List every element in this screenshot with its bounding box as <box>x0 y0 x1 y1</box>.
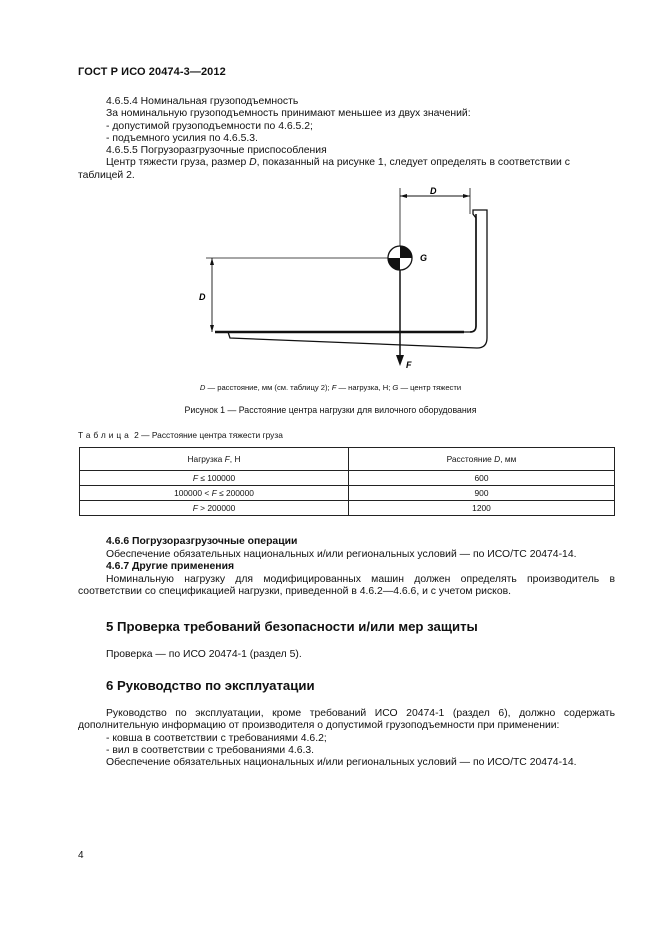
label-f: F <box>406 360 412 370</box>
section-4-6-6-heading: 4.6.6 Погрузоразгрузочные операции <box>106 536 298 547</box>
intro-line-1: 4.6.5.4 Номинальная грузоподъемность <box>106 96 299 107</box>
dimension-arrow-left <box>400 194 407 198</box>
section-6-item-2: - вил в соответствии с требованиями 4.6.3. <box>106 745 315 756</box>
section-6-text: Руководство по эксплуатации, кроме требований ИСО 20474-1 (раздел 6), должно содержать дополнительную информацию от производителя о допустимой грузоподъемности при применении: <box>78 708 615 732</box>
load-distance-table <box>79 447 615 516</box>
intro-line-2: За номинальную грузоподъемность принимают меньшее из двух значений: <box>106 108 471 120</box>
header-distance: Расстояние D, мм <box>349 448 615 471</box>
table-cell-distance: 1200 <box>349 501 615 516</box>
table-cell-distance: 900 <box>349 486 615 501</box>
section-4-6-7-heading: 4.6.7 Другие применения <box>106 561 235 572</box>
standard-header: ГОСТ Р ИСО 20474-3—2012 <box>78 66 226 78</box>
fork-load-center-diagram <box>190 180 520 375</box>
label-g: G <box>420 253 428 263</box>
section-6-item-1: - ковша в соответствии с требованиями 4.6.2; <box>106 733 327 744</box>
figure-caption: Рисунок 1 — Расстояние центра нагрузки для вилочного оборудования <box>184 405 477 415</box>
fork-heel-inner <box>470 214 476 332</box>
table-cell-distance: 600 <box>349 471 615 486</box>
section-4-6-7-text: Номинальную нагрузку для модифицированных машин должен определять производитель в соответствии со спецификацией нагрузки, приведенной в 4.6.2—4.6.6, и с учетом рисков. <box>78 574 615 598</box>
table-caption: Таблица 2 — Расстояние центра тяжести груза <box>78 430 283 440</box>
figure-legend: D — расстояние, мм (см. таблицу 2); F — нагрузка, Н; G — центр тяжести <box>199 383 462 392</box>
fork-outline <box>228 210 487 348</box>
header-load: Нагрузка F, Н <box>80 448 349 471</box>
intro-block <box>106 96 616 170</box>
cog-paragraph-line-1: Центр тяжести груза, размер D, показанный на рисунке 1, следует определять в соответствии с <box>106 157 570 169</box>
dimension-arrow-down <box>210 325 214 332</box>
table-header-row <box>80 448 615 471</box>
table-cell-load: F ≤ 100000 <box>80 471 349 486</box>
table-row <box>80 486 615 501</box>
page-number: 4 <box>78 850 84 861</box>
table-row <box>80 471 615 486</box>
intro-line-5: 4.6.5.5 Погрузоразгрузочные приспособления <box>106 145 327 157</box>
section-6-final: Обеспечение обязательных национальных и/или региональных условий — по ИСО/ТС 20474-14. <box>106 757 577 768</box>
intro-line-4: - подъемного усилия по 4.6.5.3. <box>106 132 258 144</box>
section-6-heading: 6 Руководство по эксплуатации <box>106 678 315 693</box>
label-d-top: D <box>430 186 437 196</box>
section-5-heading: 5 Проверка требований безопасности и/или мер защиты <box>106 619 478 634</box>
force-arrow-head <box>396 355 404 366</box>
dimension-arrow-up <box>210 258 214 265</box>
table-cell-load: F > 200000 <box>80 501 349 516</box>
section-5-text: Проверка — по ИСО 20474-1 (раздел 5). <box>106 649 302 660</box>
label-d-side: D <box>199 292 206 302</box>
cog-paragraph-line-2: таблицей 2. <box>78 170 135 181</box>
section-4-6-6-text: Обеспечение обязательных национальных и/или региональных условий — по ИСО/ТС 20474-14. <box>106 549 577 560</box>
table-cell-load: 100000 < F ≤ 200000 <box>80 486 349 501</box>
table-row <box>80 501 615 516</box>
dimension-arrow-right <box>463 194 470 198</box>
intro-line-3: - допустимой грузоподъемности по 4.6.5.2; <box>106 120 313 132</box>
